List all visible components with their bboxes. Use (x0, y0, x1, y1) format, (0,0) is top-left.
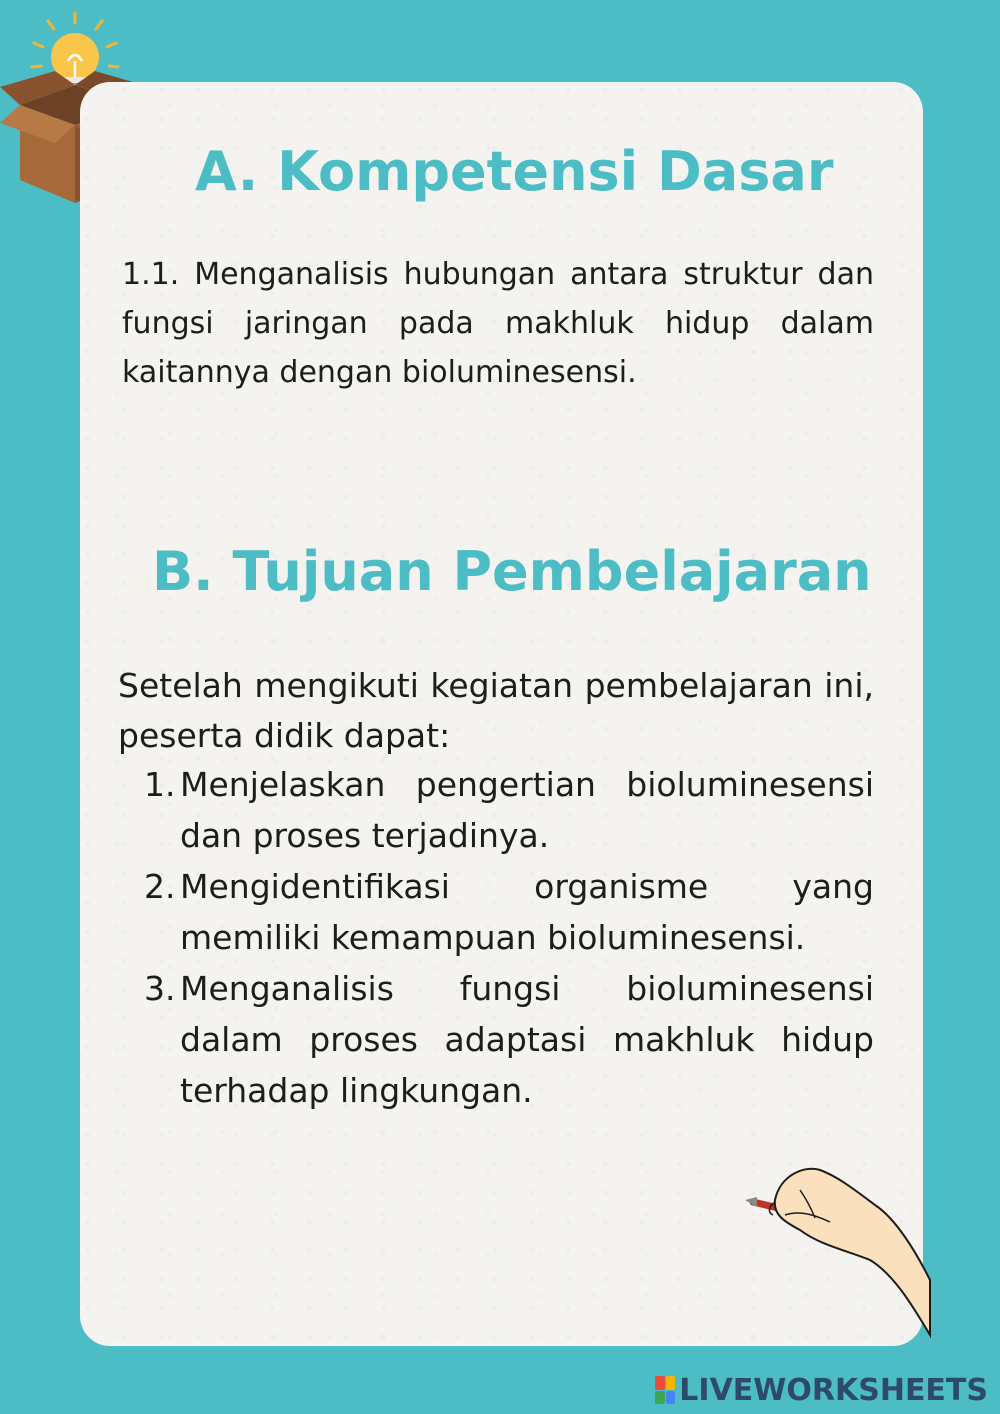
objectives-list (118, 759, 874, 1116)
section-a-heading: A. Kompetensi Dasar (195, 140, 834, 203)
hand-writing-icon (745, 1160, 935, 1345)
list-item-text: Mengidentifikasi organisme yang memiliki kemampuan bioluminesensi. (180, 867, 874, 957)
section-b-heading: B. Tujuan Pembelajaran (152, 540, 872, 603)
objectives-intro: Setelah mengikuti kegiatan pembelajaran ini, peserta didik dapat: (118, 666, 874, 755)
list-item-text: Menganalisis fungsi bioluminesensi dalam proses adaptasi makhluk hidup terhadap lingkungan. (180, 969, 874, 1110)
competency-text: 1.1. Menganalisis hubungan antara struktur dan fungsi jaringan pada makhluk hidup dalam kaitannya dengan bioluminesensi. (122, 257, 874, 390)
brand-name: LIVEWORKSHEETS (679, 1372, 988, 1408)
list-item-number: 1. (144, 765, 176, 804)
list-item-text: Menjelaskan pengertian bioluminesensi dan proses terjadinya. (180, 765, 874, 855)
brand-logo[interactable] (655, 1372, 988, 1408)
liveworksheets-logo-icon (655, 1376, 675, 1404)
list-item (118, 861, 874, 963)
list-item-number: 3. (144, 969, 176, 1008)
list-item (118, 963, 874, 1116)
list-item (118, 759, 874, 861)
list-item-number: 2. (144, 867, 176, 906)
